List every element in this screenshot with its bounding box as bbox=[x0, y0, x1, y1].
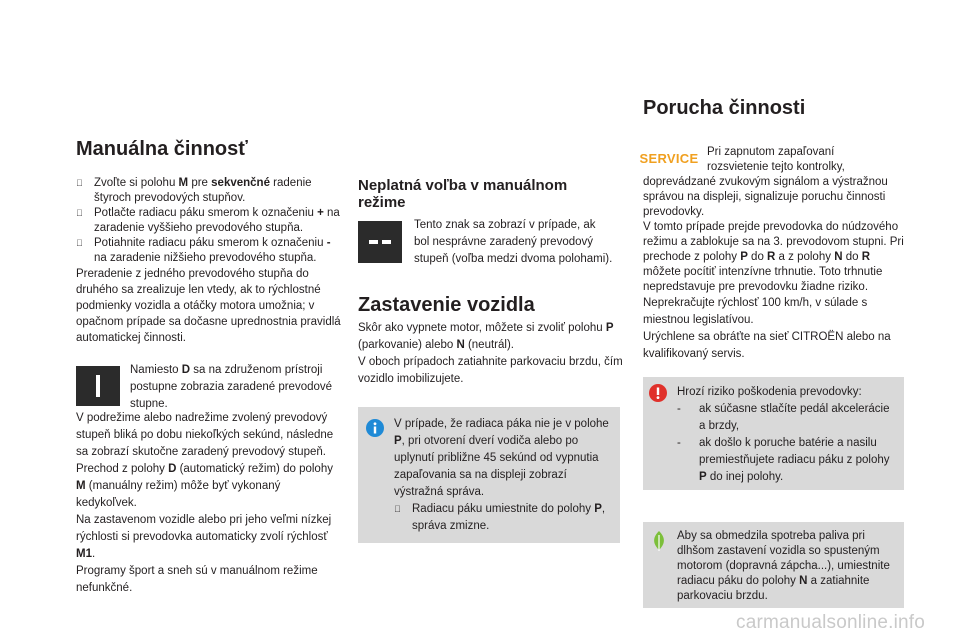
gear-bar-icon bbox=[91, 373, 105, 399]
gear-display-text: Namiesto D sa na združenom prístroji postupne zobrazia zaradené prevodové stupne. bbox=[130, 364, 333, 410]
stop-paragraph: Skôr ako vypnete motor, môžete si zvoliť polohu P (parkovanie) alebo N (neutrál). bbox=[358, 322, 614, 351]
eco-box bbox=[643, 522, 904, 608]
bullet-arrow-icon bbox=[76, 176, 94, 206]
warning-title: Hrozí riziko poškodenia prevodovky: bbox=[677, 386, 862, 398]
invalid-gear-icon bbox=[358, 221, 402, 263]
info-text: V prípade, že radiaca páka nie je v polohe P, pri otvorení dverí vodiča alebo po uplynutí približne 45 sekúnd od vypnutia zapaľovania sa na displeji zobrazí výstražná správa. Radiacu páku umiestnite do polohy P, správa zmizne. bbox=[394, 416, 610, 535]
eco-text: Aby sa obmedzila spotreba paliva pri dlhšom zastavení vozidla so spusteným motorom (dopravná zápcha...), umiestnite radiacu páku do polohy N a zatiahnite parkovaciu brzdu. bbox=[677, 530, 890, 602]
contact-dealer-paragraph: Urýchlene sa obráťte na sieť CITROËN alebo na kvalifikovaný servis. bbox=[643, 331, 891, 360]
parking-brake-paragraph: V oboch prípadoch zatiahnite parkovaciu brzdu, čím vozidlo imobilizujete. bbox=[358, 356, 623, 385]
gear-change-paragraph: Preradenie z jedného prevodového stupňa do druhého sa zrealizuje len vtedy, ak to rýchlostné podmienky vozidla a otáčky motora umožnia; v opačnom prípade sa dočasne uprednostnia pravidlá automatickej činnosti. bbox=[76, 268, 341, 344]
bullet-shift-up: Potlačte radiacu páku smerom k označeniu + na zaradenie vyššieho prevodového stupňa. bbox=[76, 206, 342, 236]
gear-indicator-icon bbox=[76, 366, 120, 406]
stopped-paragraph: Na zastavenom vozidle alebo pri jeho veľmi nízkej rýchlosti si prevodovka automaticky zvolí rýchlosť M1. bbox=[76, 514, 332, 560]
manual-mode-title: Manuálna činnosť bbox=[76, 138, 248, 160]
bullet-shift-down: Potiahnite radiacu páku smerom k označeniu - na zaradenie nižšieho prevodového stupňa. bbox=[76, 236, 342, 266]
stop-vehicle-title: Zastavenie vozidla bbox=[358, 294, 535, 316]
fault-title: Porucha činnosti bbox=[643, 97, 806, 119]
service-warning-icon bbox=[639, 146, 699, 170]
emergency-mode-paragraph: V tomto prípade prejde prevodovka do núdzového režimu a zablokuje sa na 3. prevodovom stupni. Pri prechode z polohy P do R a z polohy N do R môžete pocítiť intenzívne trhnutie. Toto trhnutie nepredstavuje pre prevodovku žiadne riziko. bbox=[643, 221, 904, 293]
double-dash-icon bbox=[367, 235, 393, 249]
fault-lead-text: Pri zapnutom zapaľovaní rozsvietenie tejto kontrolky, bbox=[707, 146, 845, 173]
blink-paragraph: V podrežime alebo nadrežime zvolený prevodový stupeň bliká po dobu niekoľkých sekúnd, následne sa zobrazí skutočne zaradený prevodový stupeň. bbox=[76, 412, 334, 458]
leaf-icon bbox=[650, 530, 668, 552]
bullet-arrow-icon bbox=[76, 236, 94, 266]
speed-limit-paragraph: Neprekračujte rýchlosť 100 km/h, v súlade s miestnou legislatívou. bbox=[643, 297, 868, 326]
info-box bbox=[358, 407, 620, 543]
invalid-choice-text: Tento znak sa zobrazí v prípade, ak bol nesprávne zaradený prevodový stupeň (voľba medzi dvoma polohami). bbox=[414, 219, 613, 265]
warning-item: - ak súčasne stlačíte pedál akcelerácie a brzdy, bbox=[677, 403, 890, 432]
stop-vehicle-text bbox=[358, 320, 623, 388]
exclamation-icon bbox=[649, 384, 667, 402]
bullet-arrow-icon bbox=[394, 501, 412, 535]
manual-bullets bbox=[76, 176, 342, 346]
d-to-m-paragraph: Prechod z polohy D (automatický režim) do polohy M (manuálny režim) môže byť vykonaný kedykoľvek. bbox=[76, 463, 333, 509]
fault-text: doprevádzané zvukovým signálom a výstražnou správou na displeji, signalizuje poruchu činnosti prevodovky. V tomto prípade prejde prevodovka do núdzového režimu a zablokuje sa na 3. prevodovom stupni. Pri prechode z polohy P do R a z polohy N do R môžete pocítiť intenzívne trhnutie. Toto trhnutie nepredstavuje pre prevodovku žiadne riziko. Neprekračujte rýchlosť 100 km/h, v súlade s miestnou legislatívou. Urýchlene sa obráťte na sieť CITROËN alebo na kvalifikovaný servis. bbox=[643, 175, 905, 363]
warning-box bbox=[643, 377, 904, 490]
info-bullet: Radiacu páku umiestnite do polohy P, správa zmizne. bbox=[394, 501, 610, 535]
manual-paragraphs bbox=[76, 410, 342, 597]
invalid-choice-title: Neplatná voľba v manuálnom režime bbox=[358, 177, 568, 211]
watermark: carmanualsonline.info bbox=[736, 612, 926, 633]
warning-text bbox=[677, 384, 899, 486]
warning-item: - ak došlo k poruche batérie a nasilu premiestňujete radiacu páku z polohy P do inej polohy. bbox=[677, 437, 890, 483]
bullet-arrow-icon bbox=[76, 206, 94, 236]
programs-paragraph: Programy šport a sneh sú v manuálnom režime nefunkčné. bbox=[76, 565, 318, 594]
bullet-select-m: Zvoľte si polohu M pre sekvenčné radenie štyroch prevodových stupňov. bbox=[76, 176, 342, 206]
service-label: SERVICE bbox=[639, 150, 699, 166]
info-icon bbox=[366, 419, 384, 437]
